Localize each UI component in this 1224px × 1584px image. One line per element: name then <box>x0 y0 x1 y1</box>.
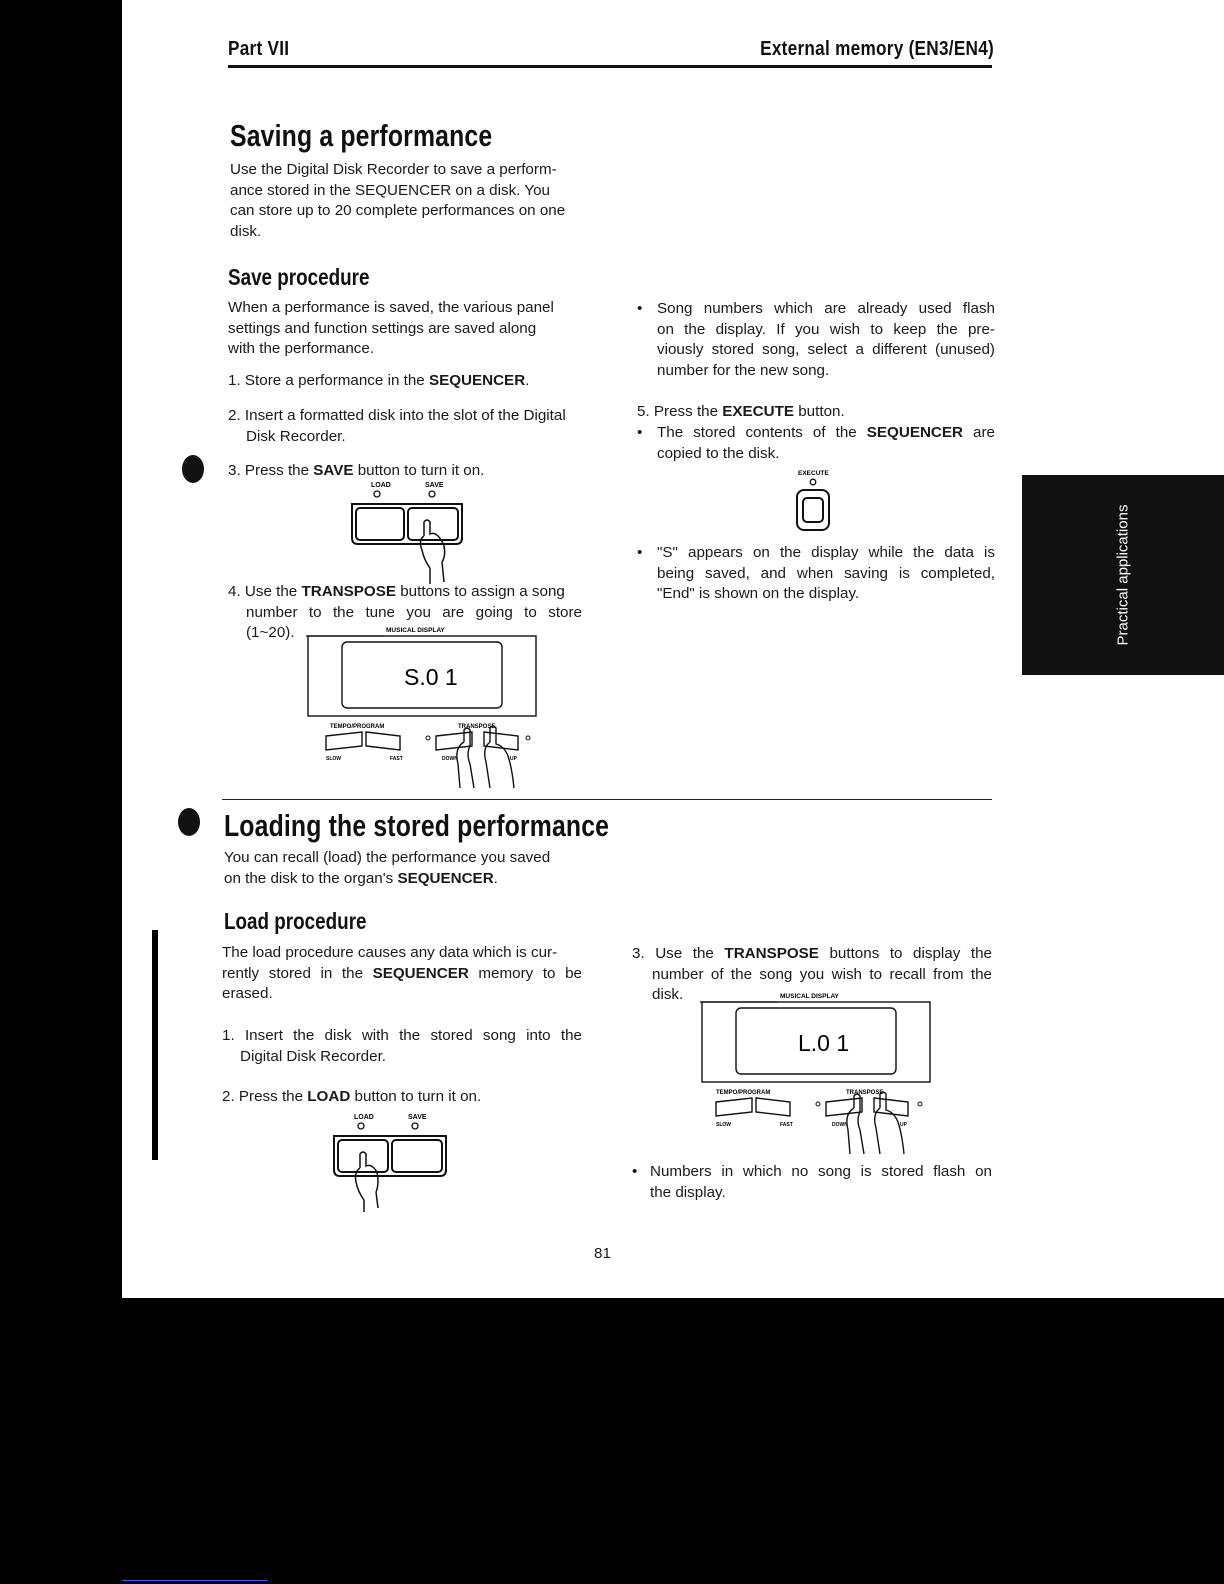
bullet-line: copied to the disk. <box>657 444 780 462</box>
step-text: buttons to assign a song <box>395 583 565 600</box>
loading-intro <box>224 848 594 889</box>
step-text: Insert a formatted disk into the slot of the Digital <box>244 407 566 424</box>
load-save-panel-illustration-load <box>326 1108 456 1216</box>
bullet-text: The stored contents of the <box>657 424 867 441</box>
display-readout: S.0 1 <box>404 664 458 690</box>
header-part: Part VII <box>228 38 290 60</box>
save-label: SAVE <box>425 482 444 489</box>
up-label: UP <box>510 756 517 762</box>
fast-label: FAST <box>390 756 403 762</box>
musical-display-illustration-save <box>304 622 539 792</box>
step-text: button. <box>794 403 845 420</box>
bullet-bold: SEQUENCER <box>866 424 964 441</box>
down-label: DOWN <box>832 1122 848 1128</box>
step-text: buttons to display the <box>818 945 992 962</box>
pointing-hand-icon <box>356 1152 379 1212</box>
musical-display-label: MUSICAL DISPLAY <box>386 627 445 634</box>
bullet-line: Numbers in which no song is stored flash on <box>650 1163 992 1180</box>
step-number: 1. <box>228 372 241 389</box>
save-right-bullet-2: • "S" appears on the display while the data is being saved, and when saving is completed, "End" is shown on the display. <box>637 543 995 605</box>
bullet-line: the display. <box>650 1183 726 1201</box>
save-label: SAVE <box>408 1114 427 1121</box>
musical-display-label: MUSICAL DISPLAY <box>780 993 839 1000</box>
step-text: Press the <box>238 1088 308 1105</box>
margin-bullet-mark <box>182 455 204 483</box>
margin-bullet-mark <box>178 808 200 836</box>
scan-edge-mark <box>152 930 158 1160</box>
step-text: Press the <box>244 462 314 479</box>
header-rule <box>228 65 992 68</box>
step-text: number to the tune you are going to store <box>246 603 582 621</box>
step-text: disk. <box>652 986 684 1003</box>
loading-intro-bold: SEQUENCER <box>397 869 494 887</box>
tempo-program-label: TEMPO/PROGRAM <box>716 1090 771 1096</box>
save-procedure-title: Save procedure <box>228 264 370 290</box>
saving-intro-line: Use the Digital Disk Recorder to save a perform- <box>230 161 557 178</box>
step-number: 4. <box>228 583 241 600</box>
execute-label: EXECUTE <box>798 470 829 477</box>
bullet-line: number for the new song. <box>657 361 830 379</box>
loading-intro-text: . <box>493 869 498 887</box>
saving-title: Saving a performance <box>230 118 493 153</box>
save-right-bullet-1: • Song numbers which are already used flash on the display. If you wish to keep the pre- viously stored song, select a different (unused) number for the new song. <box>637 299 995 381</box>
step-number: 2. <box>228 407 241 424</box>
bottom-edge-line <box>122 1580 268 1581</box>
bullet-line: being saved, and when saving is completed, <box>657 564 995 582</box>
bullet-text: are <box>963 424 996 441</box>
load-label: LOAD <box>371 482 391 489</box>
tempo-program-label: TEMPO/PROGRAM <box>330 724 385 730</box>
save-intro-line: settings and function settings are saved along <box>228 319 537 337</box>
page-number: 81 <box>594 1245 611 1262</box>
loading-intro-line: You can recall (load) the performance you saved <box>224 849 551 866</box>
load-right-bullet: • Numbers in which no song is stored flash on the display. <box>632 1162 992 1203</box>
step-text: Disk Recorder. <box>246 427 346 445</box>
pointing-hand-icon <box>420 520 444 584</box>
step-text: Store a performance in the <box>244 372 429 389</box>
step-number: 3. <box>228 462 241 479</box>
save-step-5 <box>637 402 995 423</box>
bullet-line: "S" appears on the display while the data is <box>657 544 995 561</box>
step-text: button to turn it on. <box>353 462 485 479</box>
step-text: Press the <box>653 403 723 420</box>
load-intro-line: erased. <box>222 985 273 1002</box>
saving-intro-line: can store up to 20 complete performances on one <box>230 202 566 219</box>
load-intro-text: memory to be <box>468 964 582 982</box>
load-indicator <box>374 491 380 497</box>
step-bold: LOAD <box>307 1088 351 1105</box>
step-number: 2. <box>222 1088 235 1105</box>
saving-intro-line: ance stored in the SEQUENCER on a disk. You <box>230 181 550 199</box>
step-text: Insert the disk with the stored song into the <box>244 1027 582 1044</box>
save-intro-line: with the performance. <box>228 340 375 357</box>
bullet-line: "End" is shown on the display. <box>657 585 860 602</box>
load-intro-line: The load procedure causes any data which is cur- <box>222 944 558 961</box>
fast-label: FAST <box>780 1122 793 1128</box>
loading-intro-text: on the disk to the organ's <box>224 869 398 887</box>
save-procedure-intro <box>228 298 588 360</box>
save-step-1 <box>228 371 598 392</box>
load-intro-text: rently stored in the <box>222 964 373 982</box>
slow-label: SLOW <box>716 1122 731 1128</box>
step-number: 1. <box>222 1027 235 1044</box>
transpose-label: TRANSPOSE <box>846 1090 884 1096</box>
save-button-graphic <box>392 1140 442 1172</box>
save-intro-line: When a performance is saved, the various panel <box>228 299 554 316</box>
slow-label: SLOW <box>326 756 341 762</box>
step-text: number of the song you wish to recall from the <box>652 965 992 983</box>
save-indicator <box>429 491 435 497</box>
saving-intro <box>230 160 610 242</box>
down-label: DOWN <box>442 756 458 762</box>
step-number: 3. <box>632 945 645 962</box>
bullet-line: Song numbers which are already used flash <box>657 300 995 317</box>
execute-indicator <box>810 479 816 485</box>
section-divider <box>222 799 992 800</box>
manual-page <box>122 0 1224 1298</box>
transpose-label: TRANSPOSE <box>458 724 496 730</box>
load-step-2 <box>222 1087 582 1108</box>
execute-button-illustration <box>792 466 842 538</box>
step-text: . <box>525 372 530 389</box>
step-text: Use the <box>655 945 725 962</box>
save-step-2 <box>228 406 598 447</box>
side-tab-label: Practical applications <box>1114 504 1132 646</box>
execute-button-graphic <box>803 498 823 522</box>
save-button-graphic <box>408 508 458 540</box>
bullet-line: on the display. If you wish to keep the pre- <box>657 320 995 338</box>
step-bold: TRANSPOSE <box>724 945 819 962</box>
load-procedure-intro <box>222 943 582 1005</box>
load-label: LOAD <box>354 1114 374 1121</box>
step-bold: SAVE <box>313 462 354 479</box>
step-bold: EXECUTE <box>722 403 795 420</box>
up-label: UP <box>900 1122 907 1128</box>
step-text: (1~20). <box>246 624 295 641</box>
display-readout: L.0 1 <box>798 1030 850 1056</box>
load-indicator <box>358 1123 364 1129</box>
step-bold: TRANSPOSE <box>301 583 396 600</box>
save-indicator <box>412 1123 418 1129</box>
save-step-5-bullet: • The stored contents of the SEQUENCER are copied to the disk. <box>637 423 995 464</box>
step-text: button to turn it on. <box>350 1088 482 1105</box>
musical-display-illustration-load <box>698 988 933 1158</box>
header-section: External memory (EN3/EN4) <box>760 38 994 60</box>
step-number: 5. <box>637 403 650 420</box>
loading-title: Loading the stored performance <box>224 808 610 843</box>
bullet-line: viously stored song, select a different (unused) <box>657 341 995 358</box>
saving-intro-line: disk. <box>230 222 262 240</box>
load-intro-bold: SEQUENCER <box>372 964 469 982</box>
load-procedure-title: Load procedure <box>224 908 367 934</box>
step-text: Use the <box>244 583 302 600</box>
step-bold: SEQUENCER <box>428 372 526 389</box>
step-text: Digital Disk Recorder. <box>240 1047 387 1065</box>
load-button-graphic <box>338 1140 388 1172</box>
load-save-panel-illustration <box>344 478 474 590</box>
load-step-1 <box>222 1026 582 1067</box>
load-button-graphic <box>356 508 404 540</box>
